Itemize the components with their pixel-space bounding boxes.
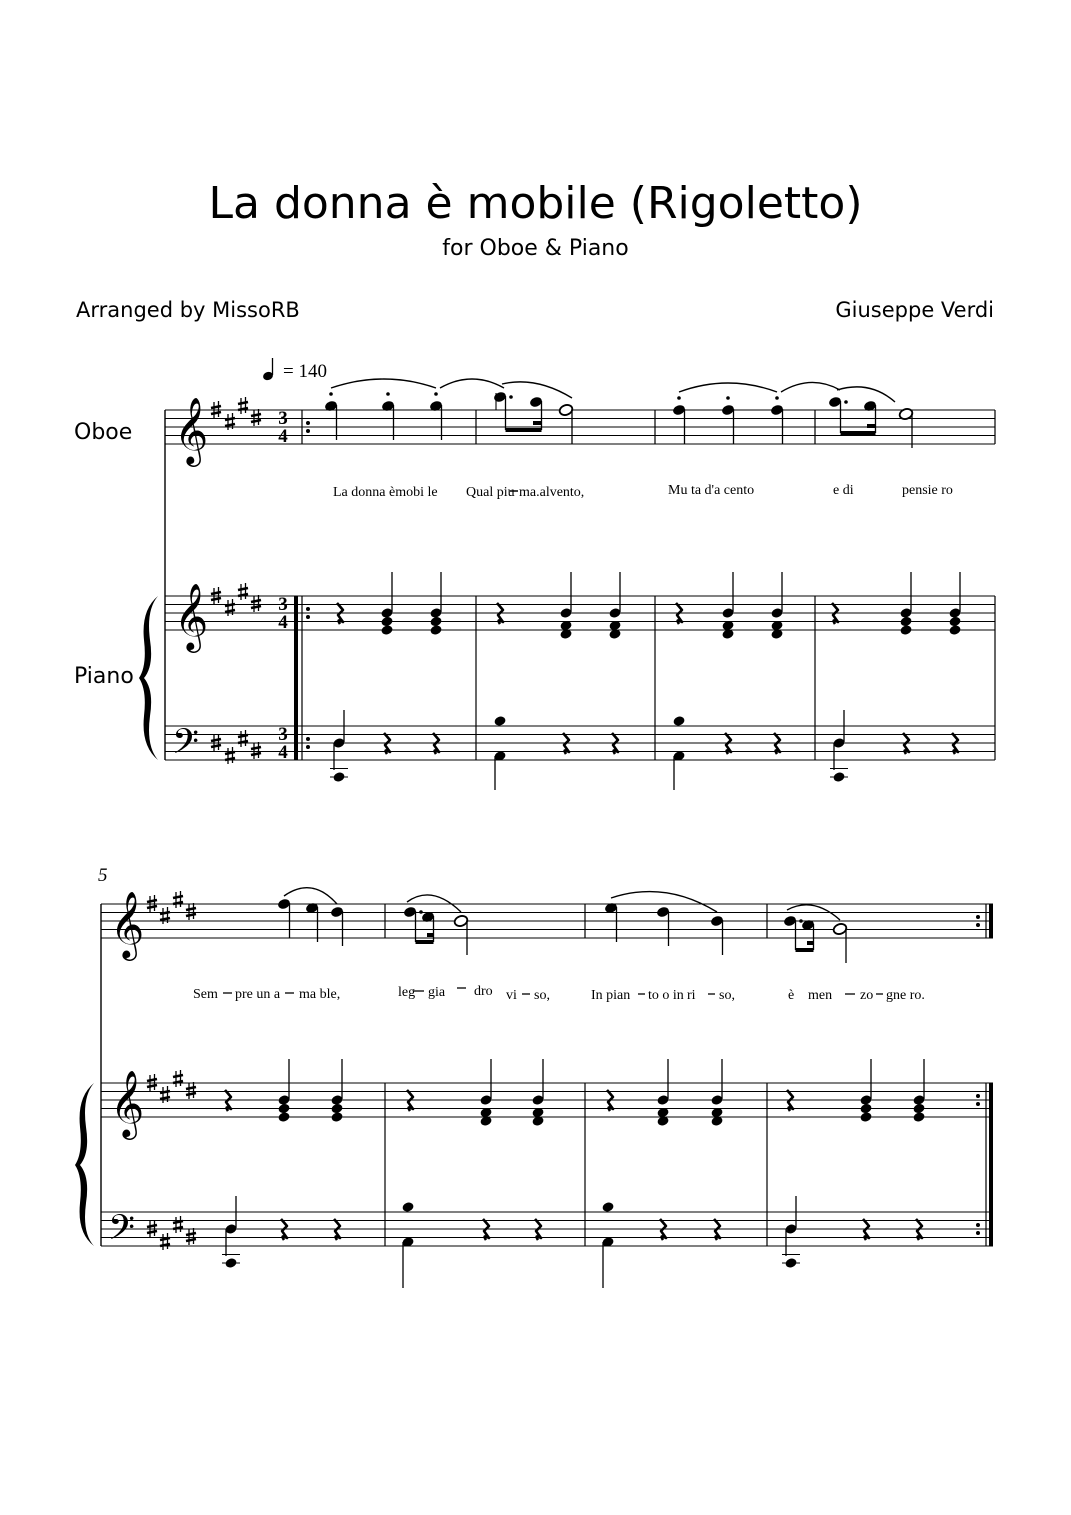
system-1	[139, 379, 995, 790]
lyrics-line-1	[333, 483, 953, 500]
svg-text:Qual piu: Qual piu	[466, 485, 515, 500]
note	[324, 392, 338, 440]
chord	[330, 710, 348, 783]
instrument-label-piano: Piano	[74, 664, 134, 689]
note	[453, 914, 468, 955]
note	[801, 919, 815, 950]
chord	[830, 710, 848, 783]
arranger-credit: Arranged by MissoRB	[76, 298, 300, 322]
svg-text:e di: e di	[833, 483, 854, 498]
system-2	[75, 865, 993, 1288]
note	[604, 902, 618, 942]
piano-brace-icon	[75, 1083, 94, 1246]
note	[330, 906, 344, 946]
note	[305, 902, 319, 942]
chord	[601, 1201, 614, 1288]
piano-brace-icon	[139, 596, 158, 760]
measure-number: 5	[98, 865, 108, 886]
piano-treble-staff	[165, 596, 995, 630]
svg-text:pensie ro: pensie ro	[902, 483, 953, 498]
note	[863, 400, 877, 433]
note	[277, 898, 291, 938]
svg-text:gia: gia	[428, 985, 446, 1000]
oboe-staff	[101, 904, 993, 938]
treble-clef-icon: 𝄞	[174, 398, 209, 463]
tempo-value: = 140	[283, 361, 327, 382]
chord	[222, 1196, 240, 1269]
treble-clef-icon: 𝄞	[174, 584, 209, 649]
repeat-dots	[306, 421, 310, 749]
piano-bass-notes	[330, 710, 958, 790]
svg-text:to o in: to o in	[648, 988, 684, 1003]
svg-text:Mu ta d'a cento: Mu ta d'a cento	[668, 483, 755, 498]
note	[381, 392, 395, 440]
key-signature	[211, 397, 261, 764]
svg-text:La donna èmobi le: La donna èmobi le	[333, 485, 438, 500]
piano-bass-notes	[222, 1196, 922, 1288]
note	[783, 915, 803, 950]
svg-text:leg: leg	[398, 985, 416, 1000]
score-title: La donna è mobile (Rigoletto)	[208, 178, 863, 229]
note	[710, 915, 724, 955]
barlines	[385, 904, 986, 1246]
tempo-marking	[262, 358, 327, 382]
svg-text:ma ble,: ma ble,	[299, 987, 341, 1002]
note	[421, 911, 435, 942]
treble-clef-icon: 𝄞	[110, 1071, 145, 1136]
svg-text:4: 4	[278, 612, 288, 633]
svg-text:è: è	[788, 988, 795, 1003]
svg-text:ri: ri	[687, 988, 696, 1003]
svg-text:so,: so,	[534, 988, 550, 1003]
lyrics-line-2	[193, 984, 925, 1003]
piano-treble-staff	[101, 1083, 993, 1117]
composer-credit: Giuseppe Verdi	[835, 298, 994, 322]
oboe-notes	[277, 888, 848, 963]
note	[429, 392, 443, 440]
svg-text:gne ro.: gne ro.	[886, 988, 925, 1003]
note	[898, 407, 913, 448]
svg-text:vi: vi	[506, 988, 517, 1003]
note	[672, 396, 686, 444]
score-subtitle: for Oboe & Piano	[442, 236, 629, 261]
note	[656, 906, 670, 946]
time-signature	[278, 408, 288, 763]
svg-text:In pian: In pian	[591, 988, 631, 1003]
instrument-label-oboe: Oboe	[74, 420, 133, 445]
note	[721, 396, 735, 444]
svg-text:ma.alvento,: ma.alvento,	[519, 485, 585, 500]
note	[558, 403, 573, 444]
svg-text:4: 4	[278, 742, 288, 763]
svg-text:3: 3	[278, 724, 288, 745]
key-signature	[147, 891, 196, 1250]
chord	[782, 1196, 800, 1269]
bass-clef-icon: 𝄢	[172, 724, 200, 770]
oboe-notes	[324, 379, 914, 448]
svg-text:3: 3	[278, 408, 288, 429]
barlines	[476, 410, 995, 760]
chord	[401, 1201, 414, 1288]
svg-text:men: men	[808, 988, 833, 1003]
piano-bass-staff	[165, 726, 995, 760]
svg-text:zo: zo	[860, 988, 874, 1003]
svg-text:Sem: Sem	[193, 987, 218, 1002]
svg-text:so,: so,	[719, 988, 735, 1003]
end-repeat-barline	[976, 904, 991, 1246]
treble-clef-icon: 𝄞	[110, 892, 145, 957]
svg-text:3: 3	[278, 594, 288, 615]
note	[832, 922, 847, 963]
svg-text:pre un a: pre un a	[235, 987, 281, 1002]
bass-clef-icon: 𝄢	[108, 1210, 136, 1256]
note	[770, 396, 784, 444]
svg-text:dro: dro	[474, 984, 493, 999]
svg-text:4: 4	[278, 426, 288, 447]
note	[403, 906, 423, 942]
